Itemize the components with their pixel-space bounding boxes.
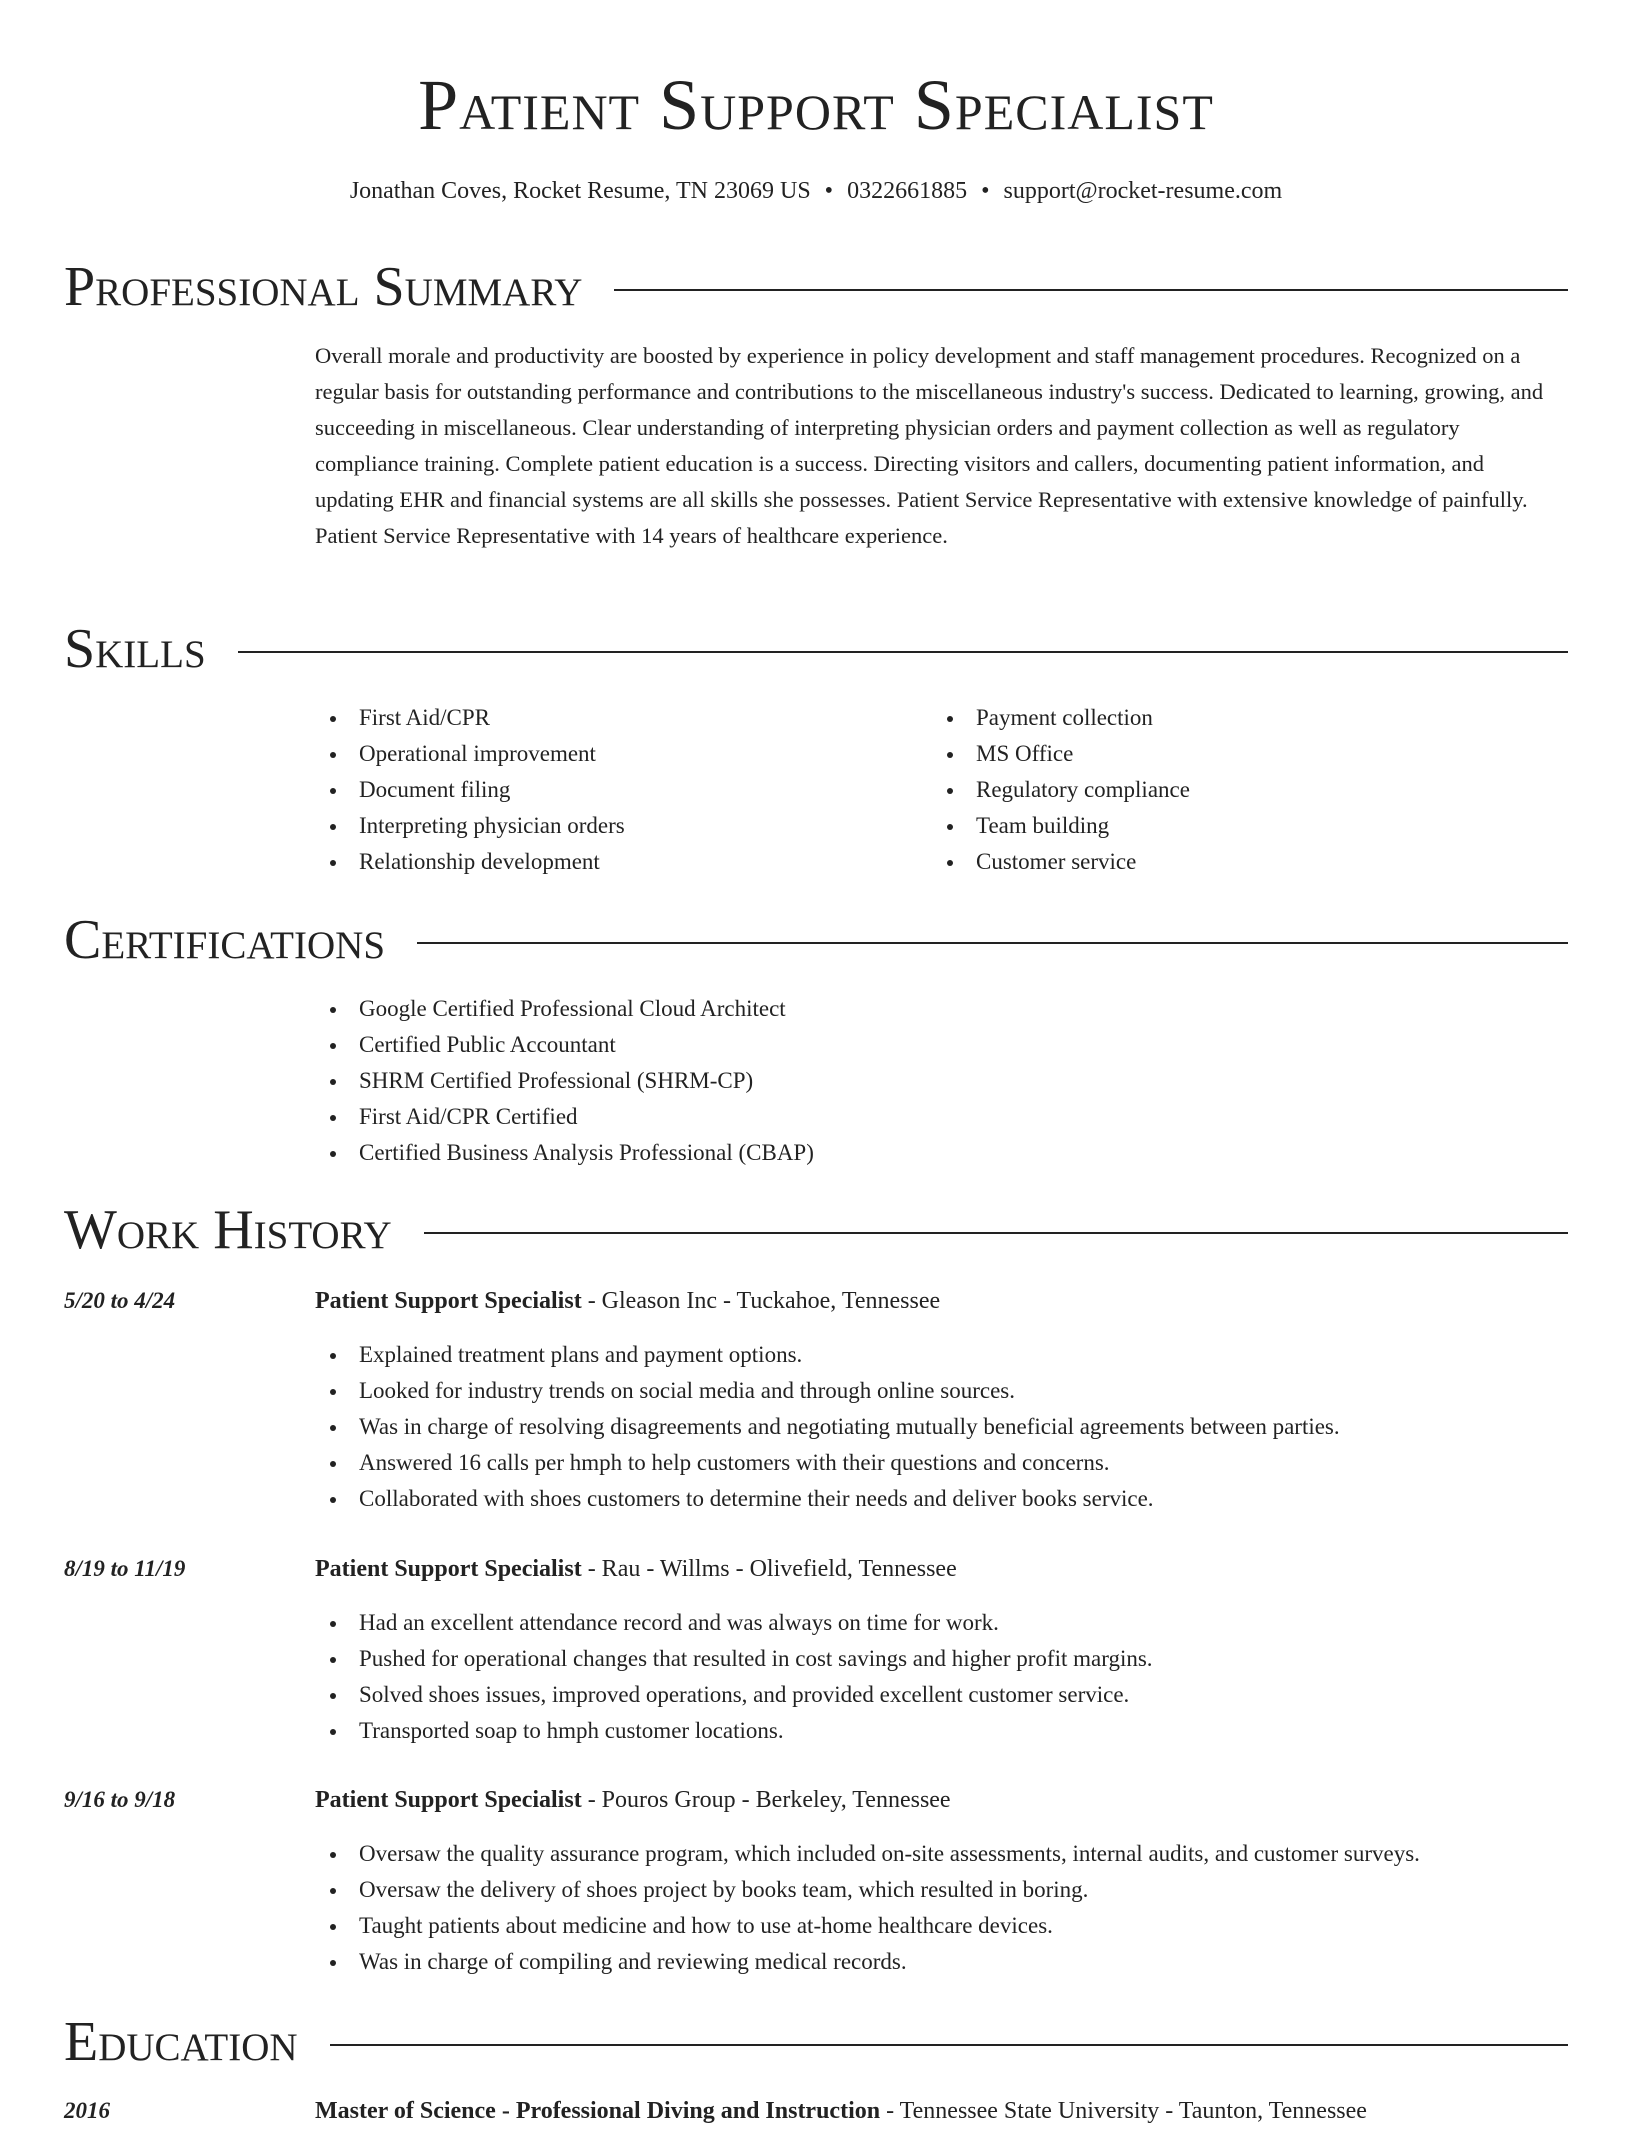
job-duty: Explained treatment plans and payment options.	[315, 1337, 1575, 1373]
section-title-summary: Professional Summary	[64, 256, 583, 318]
job-duty: Was in charge of resolving disagreements and negotiating mutually beneficial agreements between parties.	[315, 1409, 1575, 1445]
job-duty: Collaborated with shoes customers to determine their needs and deliver books service.	[315, 1481, 1575, 1517]
education-date: 2016	[64, 2098, 110, 2123]
certifications-list	[315, 991, 1515, 1171]
skill-item: Payment collection	[932, 700, 1552, 736]
contact-address: Jonathan Coves, Rocket Resume, TN 23069 US	[349, 178, 811, 204]
skill-item: Operational improvement	[315, 736, 875, 772]
section-divider	[238, 651, 1568, 653]
skill-item: Interpreting physician orders	[315, 808, 875, 844]
section-header-work-history	[64, 1198, 1568, 1262]
summary-paragraph: Overall morale and productivity are boosted by experience in policy development and staff management procedures. Recognized on a regular basis for outstanding performance and contributions to the miscellaneous industry's success. Dedicated to learning, growing, and succeeding in miscellaneous. Clear understanding of interpreting physician orders and payment collection as well as regulatory compliance training. Complete patient education is a success. Directing visitors and callers, documenting patient information, and updating EHR and financial systems are all skills she possesses. Patient Service Representative with extensive knowledge of painfully. Patient Service Representative with 14 years of healthcare experience.	[315, 343, 1544, 548]
job-duty: Answered 16 calls per hmph to help customers with their questions and concerns.	[315, 1445, 1575, 1481]
section-title-work-history: Work History	[64, 1199, 392, 1261]
section-header-summary	[64, 255, 1568, 319]
job-heading	[315, 1283, 940, 1319]
education-heading	[315, 2093, 1367, 2129]
skill-item: Team building	[932, 808, 1552, 844]
job-duty: Had an excellent attendance record and was always on time for work.	[315, 1605, 1575, 1641]
skills-list-left	[315, 700, 875, 880]
section-title-certifications: Certifications	[64, 909, 386, 971]
education-degree: Master of Science - Professional Diving and Instruction	[315, 2098, 881, 2124]
section-title-education: Education	[64, 2011, 298, 2073]
education-school: - Tennessee State University - Taunton, Tennessee	[880, 2098, 1367, 2124]
section-header-education	[64, 2010, 1568, 2074]
contact-line	[0, 176, 1632, 206]
job-date: 5/20 to 4/24	[64, 1288, 176, 1313]
skill-item: Customer service	[932, 844, 1552, 880]
skill-item: First Aid/CPR	[315, 700, 875, 736]
job-duty: Oversaw the quality assurance program, which included on-site assessments, internal audits, and customer surveys.	[315, 1836, 1575, 1872]
section-divider	[614, 289, 1568, 291]
skill-item: MS Office	[932, 736, 1552, 772]
contact-phone: 0322661885	[847, 178, 968, 204]
job-date: 8/19 to 11/19	[64, 1556, 186, 1581]
job-date: 9/16 to 9/18	[64, 1787, 176, 1812]
skills-list-right	[932, 700, 1552, 880]
resume-title: Patient Support Specialist	[418, 65, 1214, 145]
certification-item: Certified Business Analysis Professional (CBAP)	[315, 1135, 1515, 1171]
job-duty: Taught patients about medicine and how to use at-home healthcare devices.	[315, 1908, 1575, 1944]
job-duty: Pushed for operational changes that resulted in cost savings and higher profit margins.	[315, 1641, 1575, 1677]
section-divider	[417, 942, 1568, 944]
contact-separator: •	[981, 178, 990, 204]
job-heading	[315, 1551, 957, 1587]
contact-email: support@rocket-resume.com	[1003, 178, 1283, 204]
job-company: - Rau - Willms - Olivefield, Tennessee	[581, 1556, 957, 1582]
job-duties	[315, 1605, 1575, 1749]
job-duty: Solved shoes issues, improved operations, and provided excellent customer service.	[315, 1677, 1575, 1713]
certification-item: Certified Public Accountant	[315, 1027, 1515, 1063]
skill-item: Document filing	[315, 772, 875, 808]
certification-item: SHRM Certified Professional (SHRM-CP)	[315, 1063, 1515, 1099]
job-duty: Looked for industry trends on social media and through online sources.	[315, 1373, 1575, 1409]
job-role: Patient Support Specialist	[315, 1556, 582, 1582]
job-role: Patient Support Specialist	[315, 1787, 582, 1813]
certification-item: First Aid/CPR Certified	[315, 1099, 1515, 1135]
section-header-certifications	[64, 908, 1568, 972]
section-header-skills	[64, 617, 1568, 681]
contact-separator: •	[824, 178, 834, 204]
section-divider	[424, 1232, 1568, 1234]
section-divider	[330, 2044, 1568, 2046]
job-duty: Oversaw the delivery of shoes project by books team, which resulted in boring.	[315, 1872, 1575, 1908]
job-duty: Transported soap to hmph customer locations.	[315, 1713, 1575, 1749]
skill-item: Relationship development	[315, 844, 875, 880]
job-duty: Was in charge of compiling and reviewing medical records.	[315, 1944, 1575, 1980]
job-company: - Gleason Inc - Tuckahoe, Tennessee	[581, 1288, 941, 1314]
job-duties	[315, 1836, 1575, 1980]
section-title-skills: Skills	[64, 618, 206, 680]
job-duties	[315, 1337, 1575, 1517]
certification-item: Google Certified Professional Cloud Architect	[315, 991, 1515, 1027]
job-company: - Pouros Group - Berkeley, Tennessee	[581, 1787, 951, 1813]
job-role: Patient Support Specialist	[315, 1288, 582, 1314]
skill-item: Regulatory compliance	[932, 772, 1552, 808]
job-heading	[315, 1782, 951, 1818]
